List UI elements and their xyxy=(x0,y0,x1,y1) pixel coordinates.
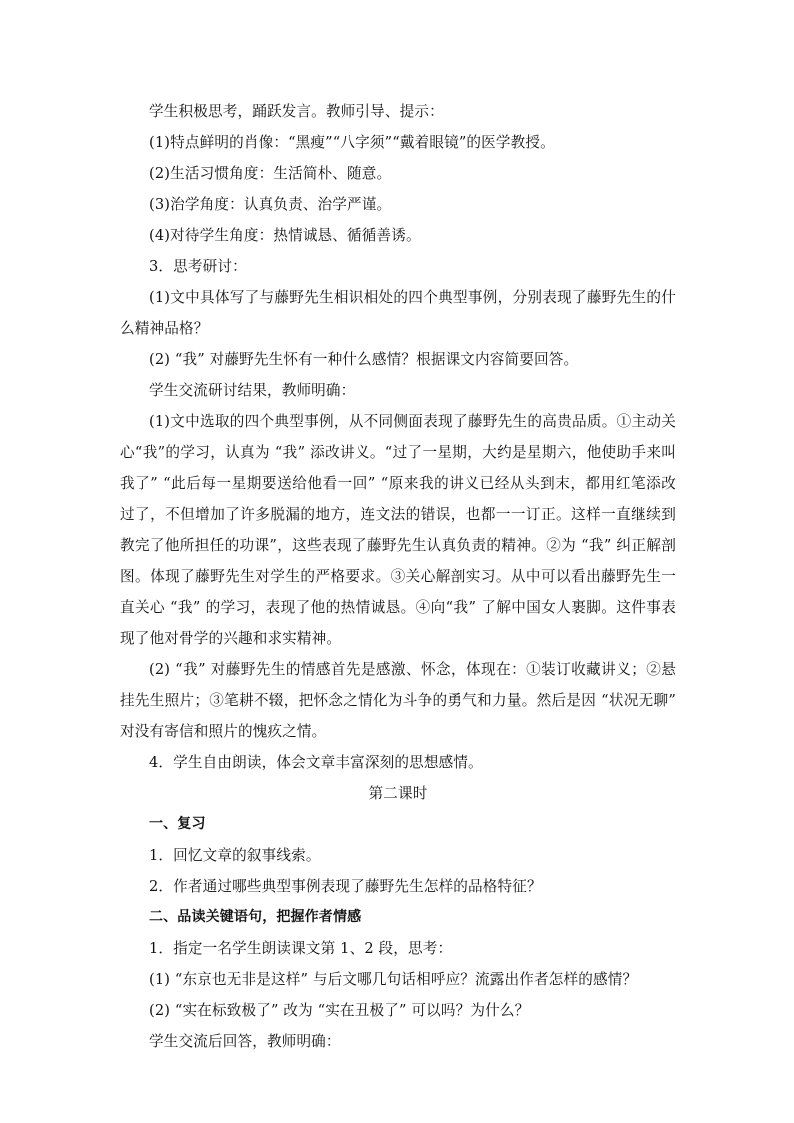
section-heading: 第二课时 xyxy=(368,785,428,802)
paragraph-step-4: 4．学生自由朗读，体会文章丰富深刻的思想感情。 xyxy=(149,754,483,771)
paragraph-point-1: (1)特点鲜明的肖像：“黑瘦”“八字须”“戴着眼镜”的医学教授。 xyxy=(149,134,555,151)
paragraph-conclusion: 学生交流后回答，教师明确： xyxy=(149,1033,341,1050)
paragraph-answer-2: (2) “我” 对藤野先生的情感首先是感激、怀念，体现在：①装订收藏讲义；②悬挂先生照片；③笔耕不辍，把怀念之情化为斗争的勇气和力量。然后是因 “状况无聊” 对没有寄信和照片的愧疚之情。 xyxy=(120,661,676,740)
paragraph-point-4: (4)对待学生角度：热情诚恳、循循善诱。 xyxy=(149,227,421,244)
paragraph-point-2: (2)生活习惯角度：生活简朴、随意。 xyxy=(149,165,392,182)
paragraph-intro: 学生积极思考，踊跃发言。教师引导、提示： xyxy=(149,103,444,120)
paragraph-answer-1: (1)文中选取的四个典型事例，从不同侧面表现了藤野先生的高贵品质。①主动关心“我”的学习，认真为 “我” 添改讲义。“过了一星期，大约是星期六，他使助手来叫我了” “此后每一星期要送给他看一回” “原来我的讲义已经从头到末，都用红笔添改过了，不但增加了许多脱漏的地方，连文法的错误，也都一一订正。这样一直继续到教完了他所担任的功课”，这些表现了藤野先生认真负责的精神。②为 “我” 纠正解剖图。体现了藤野先生对学生的严格要求。③关心解剖实习。从中可以看出藤野先生一直关心 “我” 的学习，表现了他的热情诚恳。④向“我” 了解中国女人裹脚。这件事表现了他对骨学的兴趣和求实精神。 xyxy=(120,413,676,647)
paragraph-point-3: (3)治学角度：认真负责、治学严谨。 xyxy=(149,196,392,213)
paragraph-review-2: 2．作者通过哪些典型事例表现了藤野先生怎样的品格特征？ xyxy=(149,878,542,895)
paragraph-review-1: 1．回忆文章的叙事线索。 xyxy=(149,847,321,864)
paragraph-sub-question-2: (2) “实在标致极了” 改为 “实在丑极了” 可以吗？为什么？ xyxy=(149,1002,530,1019)
paragraph-discussion: 学生交流研讨结果，教师明确： xyxy=(149,382,356,399)
document-body xyxy=(120,96,676,1057)
paragraph-read-aloud: 1．指定一名学生朗读课文第 1、2 段，思考： xyxy=(149,940,453,957)
heading-key-sentences: 二、品读关键语句，把握作者情感 xyxy=(149,909,362,925)
heading-review: 一、复习 xyxy=(149,816,206,832)
paragraph-question-2: (2) “我” 对藤野先生怀有一种什么感情？根据课文内容简要回答。 xyxy=(149,351,579,368)
paragraph-step-3: 3．思考研讨： xyxy=(149,258,247,275)
paragraph-question-1: (1)文中具体写了与藤野先生相识相处的四个典型事例，分别表现了藤野先生的什么精神品格？ xyxy=(120,289,676,337)
paragraph-sub-question-1: (1) “东京也无非是这样” 与后文哪几句话相呼应？流露出作者怎样的感情？ xyxy=(149,971,638,988)
